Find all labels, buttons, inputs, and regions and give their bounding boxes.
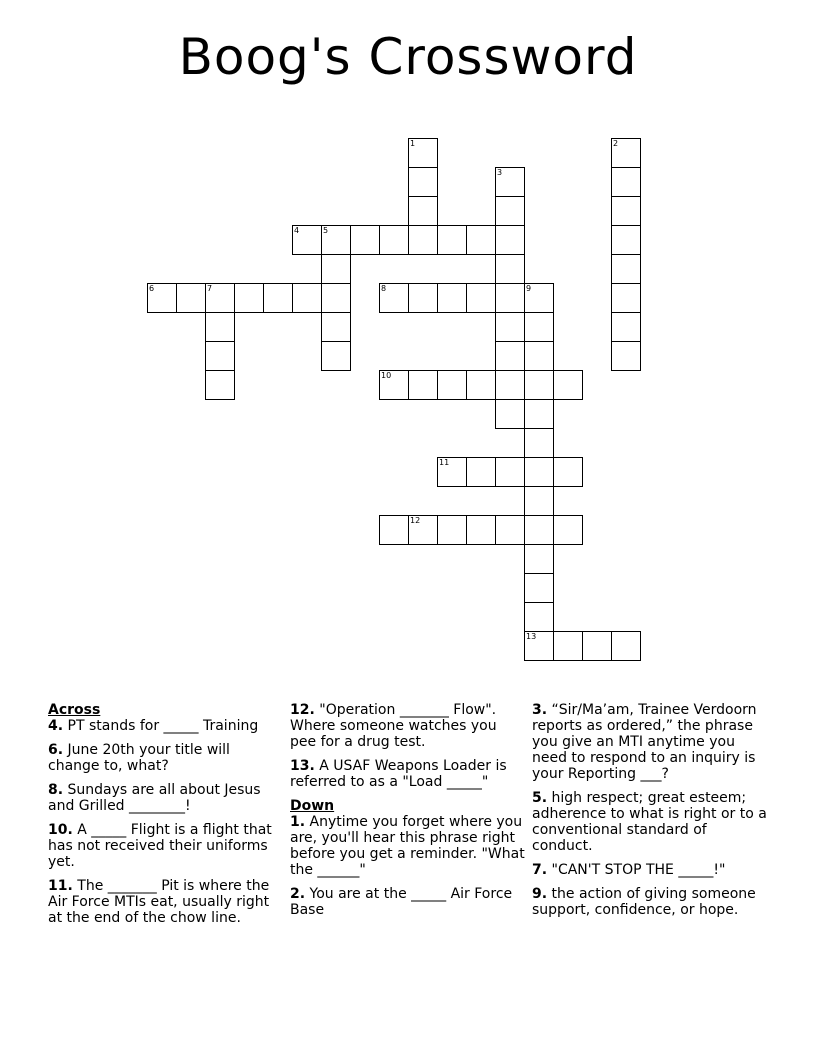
clue-number-label: 5	[323, 226, 329, 235]
crossword-cell[interactable]	[205, 341, 235, 371]
down-heading: Down	[290, 798, 335, 814]
crossword-cell[interactable]	[553, 370, 583, 400]
crossword-cell[interactable]	[408, 225, 438, 255]
crossword-cell[interactable]	[524, 602, 554, 632]
crossword-cell[interactable]	[408, 167, 438, 197]
clue-text: A _____ Flight is a flight that has not received their uniforms yet.	[48, 822, 272, 870]
crossword-cell[interactable]	[321, 225, 351, 255]
crossword-cell[interactable]	[524, 283, 554, 313]
crossword-cell[interactable]	[321, 283, 351, 313]
crossword-cell[interactable]	[553, 515, 583, 545]
crossword-cell[interactable]	[611, 283, 641, 313]
crossword-cell[interactable]	[495, 312, 525, 342]
clue-number-label: 11	[439, 458, 450, 467]
crossword-cell[interactable]	[466, 457, 496, 487]
clue-text: PT stands for _____ Training	[63, 718, 259, 734]
crossword-cell[interactable]	[495, 399, 525, 429]
crossword-cell[interactable]	[321, 341, 351, 371]
clue-number-label: 10	[381, 371, 392, 380]
crossword-cell[interactable]	[466, 370, 496, 400]
crossword-cell[interactable]	[524, 341, 554, 371]
clue-number: 8.	[48, 782, 64, 798]
clue-text: "CAN'T STOP THE _____!"	[547, 862, 726, 878]
clues-column-3	[532, 702, 768, 926]
clue-number: 12.	[290, 702, 315, 718]
crossword-cell[interactable]	[611, 138, 641, 168]
clue-number-label: 4	[294, 226, 300, 235]
crossword-cell[interactable]	[408, 515, 438, 545]
crossword-cell[interactable]	[379, 283, 409, 313]
crossword-cell[interactable]	[495, 254, 525, 284]
crossword-cell[interactable]	[263, 283, 293, 313]
crossword-cell[interactable]	[553, 457, 583, 487]
crossword-cell[interactable]	[524, 515, 554, 545]
crossword-cell[interactable]	[495, 167, 525, 197]
crossword-cell[interactable]	[379, 515, 409, 545]
crossword-cell[interactable]	[408, 283, 438, 313]
crossword-cell[interactable]	[466, 515, 496, 545]
crossword-cell[interactable]	[524, 428, 554, 458]
clue-text: June 20th your title will change to, what?	[48, 742, 230, 774]
clue-number: 3.	[532, 702, 548, 718]
crossword-cell[interactable]	[495, 283, 525, 313]
crossword-cell[interactable]	[524, 631, 554, 661]
crossword-cell[interactable]	[524, 399, 554, 429]
crossword-cell[interactable]	[611, 196, 641, 226]
clue-text: "Operation _______ Flow". Where someone watches you pee for a drug test.	[290, 702, 497, 750]
crossword-cell[interactable]	[524, 312, 554, 342]
clue-number: 6.	[48, 742, 64, 758]
clue-text: A USAF Weapons Loader is referred to as a "Load _____"	[290, 758, 507, 790]
clue-item	[290, 702, 526, 750]
crossword-cell[interactable]	[524, 486, 554, 516]
clue-item	[290, 886, 526, 918]
clue-number: 11.	[48, 878, 73, 894]
clue-item	[532, 886, 768, 918]
clue-number-label: 12	[410, 516, 421, 525]
crossword-cell[interactable]	[611, 167, 641, 197]
clue-text: the action of giving someone support, confidence, or hope.	[532, 886, 756, 918]
clue-item	[290, 758, 526, 790]
crossword-cell[interactable]	[437, 225, 467, 255]
clue-number-label: 8	[381, 284, 387, 293]
crossword-cell[interactable]	[611, 254, 641, 284]
clue-text: You are at the _____ Air Force Base	[290, 886, 513, 918]
crossword-cell[interactable]	[379, 370, 409, 400]
crossword-cell[interactable]	[292, 283, 322, 313]
clue-number: 4.	[48, 718, 64, 734]
clue-number: 5.	[532, 790, 548, 806]
crossword-cell[interactable]	[437, 457, 467, 487]
clues-column-1	[48, 702, 280, 934]
crossword-cell[interactable]	[495, 515, 525, 545]
crossword-cell[interactable]	[611, 341, 641, 371]
clue-number: 2.	[290, 886, 306, 902]
crossword-cell[interactable]	[437, 283, 467, 313]
crossword-cell[interactable]	[495, 370, 525, 400]
clue-number-label: 1	[410, 139, 416, 148]
crossword-cell[interactable]	[495, 225, 525, 255]
crossword-cell[interactable]	[611, 312, 641, 342]
crossword-cell[interactable]	[437, 515, 467, 545]
crossword-cell[interactable]	[524, 370, 554, 400]
crossword-cell[interactable]	[292, 225, 322, 255]
crossword-cell[interactable]	[408, 370, 438, 400]
crossword-cell[interactable]	[495, 457, 525, 487]
crossword-cell[interactable]	[524, 544, 554, 574]
crossword-cell[interactable]	[205, 312, 235, 342]
clue-item	[532, 862, 768, 878]
crossword-cell[interactable]	[350, 225, 380, 255]
crossword-cell[interactable]	[611, 631, 641, 661]
clue-number-label: 2	[613, 139, 619, 148]
clue-number-label: 3	[497, 168, 503, 177]
clue-number: 13.	[290, 758, 315, 774]
clue-item	[48, 742, 280, 774]
crossword-cell[interactable]	[524, 573, 554, 603]
crossword-cell[interactable]	[437, 370, 467, 400]
crossword-cell[interactable]	[321, 254, 351, 284]
crossword-cell[interactable]	[582, 631, 612, 661]
clue-text: Anytime you forget where you are, you'll hear this phrase right before you get a reminder. "What the ______"	[290, 814, 525, 878]
clue-number: 7.	[532, 862, 548, 878]
clues-column-2	[290, 702, 526, 926]
clue-item	[48, 878, 280, 926]
page-title: Boog's Crossword	[178, 28, 638, 86]
clue-text: The _______ Pit is where the Air Force MTIs eat, usually right at the end of the chow line.	[48, 878, 270, 926]
crossword-cell[interactable]	[205, 283, 235, 313]
clue-text: Sundays are all about Jesus and Grilled ________!	[48, 782, 261, 814]
clue-number: 10.	[48, 822, 73, 838]
crossword-cell[interactable]	[408, 196, 438, 226]
clue-item	[48, 822, 280, 870]
clue-item	[532, 702, 768, 782]
crossword-cell[interactable]	[553, 631, 583, 661]
crossword-cell[interactable]	[408, 138, 438, 168]
crossword-cell[interactable]	[379, 225, 409, 255]
crossword-cell[interactable]	[495, 196, 525, 226]
clue-text: “Sir/Ma’am, Trainee Verdoorn reports as ordered,” the phrase you give an MTI anytime you need to respond to an inquiry is your Reporting ___?	[532, 702, 757, 782]
crossword-cell[interactable]	[205, 370, 235, 400]
clue-item	[48, 718, 280, 734]
crossword-cell[interactable]	[524, 457, 554, 487]
crossword-cell[interactable]	[234, 283, 264, 313]
crossword-cell[interactable]	[147, 283, 177, 313]
clue-item	[532, 790, 768, 854]
across-heading: Across	[48, 702, 101, 718]
crossword-cell[interactable]	[466, 283, 496, 313]
clue-item	[48, 782, 280, 814]
clue-number-label: 9	[526, 284, 532, 293]
crossword-cell[interactable]	[321, 312, 351, 342]
clue-number: 9.	[532, 886, 548, 902]
clue-number: 1.	[290, 814, 306, 830]
clue-item	[290, 814, 526, 878]
crossword-cell[interactable]	[611, 225, 641, 255]
clue-text: high respect; great esteem; adherence to what is right or to a conventional standard of conduct.	[532, 790, 767, 854]
clue-number-label: 6	[149, 284, 155, 293]
clue-number-label: 13	[526, 632, 537, 641]
crossword-cell[interactable]	[495, 341, 525, 371]
crossword-cell[interactable]	[176, 283, 206, 313]
crossword-cell[interactable]	[466, 225, 496, 255]
clue-number-label: 7	[207, 284, 213, 293]
